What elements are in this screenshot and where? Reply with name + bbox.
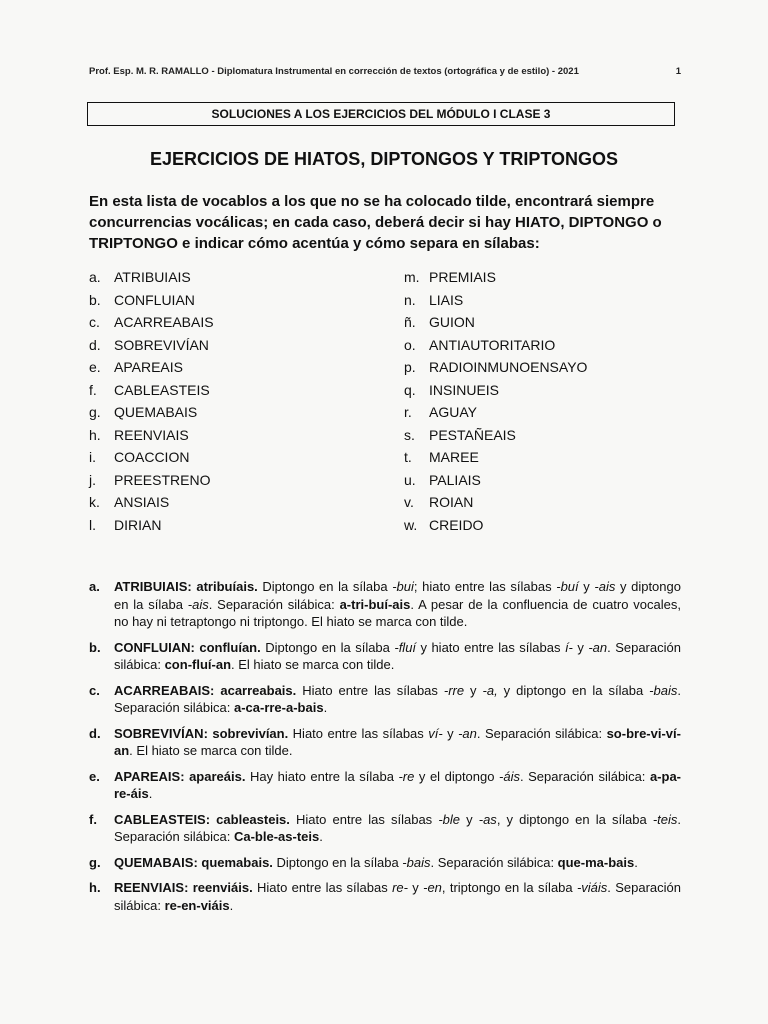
answer-text: y <box>578 579 595 594</box>
answer-italic-text: -áis <box>499 768 520 784</box>
list-item-word: PESTAÑEAIS <box>429 426 516 443</box>
word-list-item <box>89 514 389 537</box>
word-list-item <box>89 424 389 447</box>
answer-bold-text: so-bre-vi-ví-an <box>114 725 681 758</box>
answer-italic-text: -rre <box>443 682 465 698</box>
list-item-word: CREIDO <box>429 516 484 533</box>
answer-italic-text: -a, <box>482 682 498 698</box>
answer-text: y <box>407 880 424 895</box>
answer-bold-text: ATRIBUIAIS: atribuíais. <box>114 579 258 594</box>
word-list-item <box>404 311 704 334</box>
answer-text: Hiato entre las sílabas <box>288 725 429 741</box>
word-list-item <box>89 379 389 402</box>
word-list-item <box>89 334 389 357</box>
answer-bold-text: que-ma-bais <box>557 854 635 870</box>
answer-italic-text: -bui <box>392 579 414 594</box>
answer-text: . Separación silábica: <box>114 811 681 844</box>
answer-bold-text: a-ca-rre-a-bais <box>233 700 324 715</box>
list-item-letter: q. <box>404 381 416 398</box>
word-list-item <box>89 289 389 312</box>
answer-italic-text: -teis <box>652 811 678 827</box>
word-list-item <box>404 446 704 469</box>
list-item-word: PALIAIS <box>429 471 481 488</box>
list-item-letter: o. <box>404 336 416 353</box>
answer-italic-text: -an <box>588 639 608 655</box>
list-item-word: RADIOINMUNOENSAYO <box>429 359 588 375</box>
answer-bold-text: Ca-ble-as-teis <box>233 829 320 844</box>
word-list-item <box>89 469 389 492</box>
answer-bold-text: QUEMABAIS: quemabais. <box>114 854 273 870</box>
answer-paragraph <box>89 578 681 631</box>
list-item-letter: l. <box>89 516 96 533</box>
answer-bold-text: a-tri-buí-ais <box>339 596 411 612</box>
answer-paragraph <box>89 639 681 674</box>
answer-text: Hiato entre las sílabas <box>289 811 439 827</box>
answer-text: y hiato entre las sílabas <box>416 639 565 655</box>
answer-bold-text: REENVIAIS: reenviáis. <box>114 880 253 895</box>
answer-paragraph <box>89 811 681 846</box>
answer-italic-text: -ais <box>594 579 616 594</box>
list-item-letter: r. <box>404 404 412 420</box>
list-item-letter: t. <box>404 449 412 465</box>
list-item-letter: c. <box>89 314 100 330</box>
answer-text: . Separación silábica: <box>519 768 650 784</box>
answer-text: . Separación silábica: <box>476 725 607 741</box>
word-list-item <box>404 469 704 492</box>
answer-paragraph <box>89 768 681 803</box>
answer-italic-text: -fluí <box>394 639 417 655</box>
answer-text: , y diptongo en la sílaba <box>496 811 653 827</box>
list-item-word: APAREAIS <box>114 359 183 375</box>
list-item-word: ROIAN <box>429 494 474 510</box>
list-item-letter: p. <box>404 359 416 375</box>
word-list-right <box>404 266 704 536</box>
answer-italic-text: -re <box>398 768 415 784</box>
list-item-letter: n. <box>404 291 416 308</box>
list-item-letter: ñ. <box>404 314 416 330</box>
page-number: 1 <box>675 66 681 77</box>
word-list-item <box>89 311 389 334</box>
answer-text: , triptongo en la sílaba <box>441 880 577 895</box>
list-item-letter: a. <box>89 269 101 285</box>
answer-bold-text: CABLEASTEIS: cableasteis. <box>114 811 290 827</box>
answer-italic-text: -an <box>458 725 477 741</box>
answer-italic-text: -buí <box>556 579 579 594</box>
answer-bold-text: APAREAIS: apareáis. <box>114 768 246 784</box>
list-item-word: QUEMABAIS <box>114 404 198 420</box>
word-list-item <box>404 379 704 402</box>
answer-letter: d. <box>89 725 101 741</box>
word-list-item <box>404 334 704 357</box>
word-list-item <box>89 491 389 514</box>
answer-text: Hay hiato entre la sílaba <box>245 768 399 784</box>
answer-text: . Separación silábica: <box>114 639 681 672</box>
answer-text: . Separación silábica: <box>114 682 681 715</box>
answer-text: ; hiato entre las sílabas <box>413 579 557 594</box>
answer-italic-text: í- <box>564 639 573 655</box>
answer-text: y <box>460 811 479 827</box>
word-list-item <box>404 491 704 514</box>
list-item-letter: f. <box>89 381 97 398</box>
list-item-word: COACCION <box>114 449 190 465</box>
answer-letter: g. <box>89 854 101 870</box>
answer-text: y <box>464 682 483 698</box>
list-item-word: PREMIAIS <box>429 269 496 285</box>
boxed-section-title: SOLUCIONES A LOS EJERCICIOS DEL MÓDULO I CLASE 3 <box>87 102 675 126</box>
answer-paragraph <box>89 854 681 872</box>
answer-text: y el diptongo <box>414 768 500 784</box>
list-item-letter: e. <box>89 359 101 375</box>
answer-italic-text: -as <box>478 811 497 827</box>
answer-italic-text: -bais <box>649 682 678 698</box>
list-item-letter: m. <box>404 269 420 285</box>
list-item-word: CONFLUIAN <box>114 291 195 308</box>
answer-letter: e. <box>89 768 100 784</box>
answer-italic-text: -ais <box>187 596 209 612</box>
list-item-letter: b. <box>89 291 101 308</box>
answer-text: . <box>148 786 153 801</box>
list-item-letter: k. <box>89 494 100 510</box>
word-list-item <box>89 401 389 424</box>
list-item-word: ATRIBUIAIS <box>114 269 191 285</box>
word-list-item <box>89 266 389 289</box>
word-list-item <box>404 266 704 289</box>
word-list-item <box>404 356 704 379</box>
list-item-word: ANSIAIS <box>114 494 170 510</box>
answer-paragraph <box>89 879 681 914</box>
word-list-item <box>404 424 704 447</box>
list-item-letter: u. <box>404 471 416 488</box>
answer-letter: h. <box>89 880 101 895</box>
answer-text: Diptongo en la sílaba <box>257 579 393 594</box>
answer-text: y diptongo en la sílaba <box>497 682 650 698</box>
answer-text: . <box>319 829 323 844</box>
answer-italic-text: -bais <box>402 854 431 870</box>
answer-text: y <box>442 725 459 741</box>
list-item-word: DIRIAN <box>114 516 162 533</box>
answer-text: . Separación silábica: <box>114 880 681 913</box>
answer-text: y <box>572 639 589 655</box>
list-item-letter: v. <box>404 494 414 510</box>
list-item-word: GUION <box>429 314 475 330</box>
list-item-letter: s. <box>404 426 415 443</box>
answer-text: . El hiato se marca con tilde. <box>231 657 395 672</box>
answer-text: Hiato entre las sílabas <box>296 682 444 698</box>
word-list-item <box>404 514 704 537</box>
answer-bold-text: SOBREVIVÍAN: sobrevivían. <box>114 725 289 741</box>
list-item-letter: w. <box>404 516 418 533</box>
answer-text: . <box>634 854 638 870</box>
list-item-word: ACARREABAIS <box>114 314 214 330</box>
answer-letter: b. <box>89 639 101 655</box>
answer-italic-text: -ble <box>438 811 460 827</box>
list-item-word: ANTIAUTORITARIO <box>429 336 556 353</box>
answer-italic-text: -viáis <box>576 880 608 895</box>
answer-italic-text: -en <box>423 880 442 895</box>
answer-text: . Separación silábica: <box>430 854 558 870</box>
page-header <box>89 66 681 77</box>
answer-text: . El hiato se marca con tilde. <box>129 743 293 758</box>
word-list-item <box>89 356 389 379</box>
word-list-item <box>404 289 704 312</box>
list-item-letter: j. <box>89 471 96 488</box>
answer-text: Hiato entre las sílabas <box>252 880 393 895</box>
answer-text: Diptongo en la sílaba <box>272 854 403 870</box>
list-item-letter: i. <box>89 449 96 465</box>
answer-letter: c. <box>89 682 100 698</box>
word-list-left <box>89 266 389 536</box>
answer-paragraph <box>89 682 681 717</box>
answer-bold-text: a-pa-re-áis <box>114 768 682 801</box>
word-list-item <box>89 446 389 469</box>
list-item-word: REENVIAIS <box>114 426 189 443</box>
answer-italic-text: re- <box>392 880 408 895</box>
answer-letter: f. <box>89 811 97 827</box>
answer-text: . A pesar de la confluencia de cuatro vocales, no hay ni tetraptongo ni triptongo. El hiato se marca con tilde. <box>114 596 681 629</box>
list-item-word: PREESTRENO <box>114 471 211 488</box>
list-item-word: INSINUEIS <box>429 381 500 398</box>
list-item-word: CABLEASTEIS <box>114 381 210 398</box>
answer-paragraph <box>89 725 681 760</box>
list-item-word: MAREE <box>429 449 479 465</box>
answer-text: . <box>323 700 328 715</box>
list-item-word: SOBREVIVÍAN <box>114 336 209 353</box>
answer-letter: a. <box>89 579 100 594</box>
list-item-letter: d. <box>89 336 101 353</box>
page-title: EJERCICIOS DE HIATOS, DIPTONGOS Y TRIPTONGOS <box>149 149 619 169</box>
answer-text: . <box>229 897 234 913</box>
header-text: Prof. Esp. M. R. RAMALLO - Diplomatura Instrumental en corrección de textos (ortográfica y de estilo) - 2021 <box>89 66 579 77</box>
answer-bold-text: re-en-viáis <box>164 897 230 913</box>
answer-text: y diptongo en la sílaba <box>114 579 681 612</box>
list-item-word: LIAIS <box>429 291 464 308</box>
list-item-letter: g. <box>89 404 101 420</box>
answer-bold-text: con-fluí-an <box>164 657 232 672</box>
answer-italic-text: ví- <box>428 725 443 741</box>
answer-bold-text: CONFLUIAN: confluían. <box>114 639 261 655</box>
answers-section <box>89 578 681 922</box>
list-item-letter: h. <box>89 426 101 443</box>
answer-text: Diptongo en la sílaba <box>260 639 395 655</box>
answer-bold-text: ACARREABAIS: acarreabais. <box>114 682 297 698</box>
list-item-word: AGUAY <box>429 404 477 420</box>
answer-text: . Separación silábica: <box>208 596 340 612</box>
instructions-paragraph: En esta lista de vocablos a los que no se ha colocado tilde, encontrará siempre concurrencias vocálicas; en cada caso, deberá decir si hay HIATO, DIPTONGO o TRIPTONGO e indicar cómo acentúa y cómo separa en sílabas: <box>89 193 662 252</box>
word-list-item <box>404 401 704 424</box>
